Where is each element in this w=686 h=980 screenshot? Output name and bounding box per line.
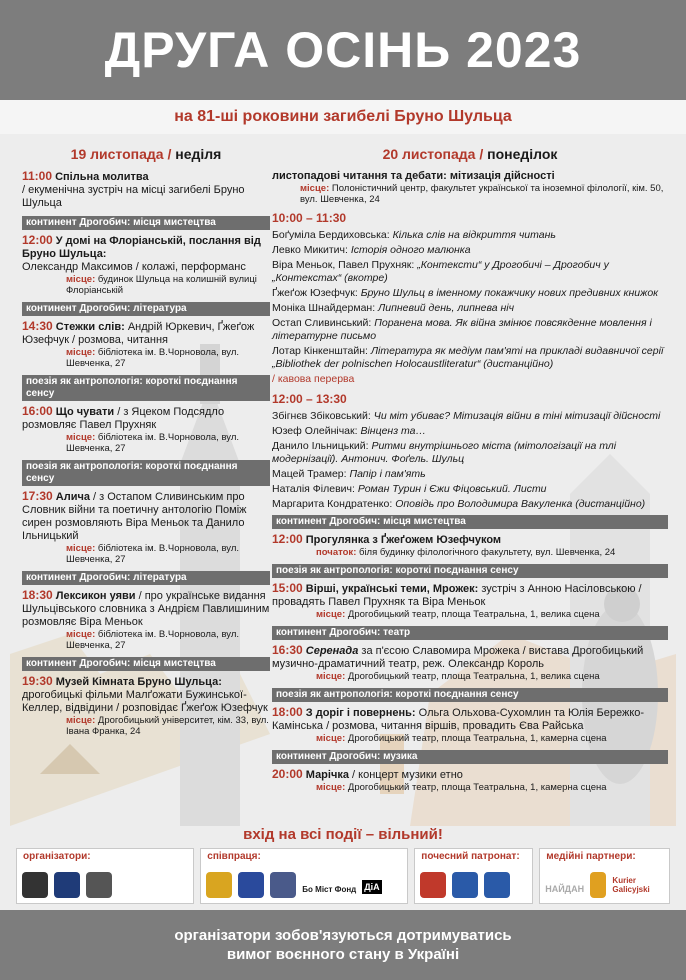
footer-notice: організатори зобов'язуються дотримуватись вимог воєнного стану в Україні: [0, 910, 686, 980]
category-bar: поезія як антропологія: короткі поєднання сенсу: [272, 564, 668, 578]
day1-heading: 19 листопада / неділя: [70, 146, 222, 162]
coffee-break: / кавова перерва: [272, 373, 355, 385]
event: 19:30 Музей Кімната Бруно Шульца: дрогобицькі фільми Малґожати Бужинської-Келлер, відвідини / розповідає Ґжеґож Юзефчук місце: Дрогобицький університет, кім. 33, вул. Івана Франка, 24: [22, 674, 269, 737]
time-slot: 10:00 – 11:30: [272, 211, 347, 225]
program-area: [10, 134, 676, 826]
talk-row: Віра Меньок, Павел Прухняк: „Контексти“ у Дрогобичі – Дрогобич у „Контекстах“ (вкотре): [272, 259, 609, 284]
kurier-logo: Kurier Galicyjski: [612, 876, 650, 894]
coat-of-arms-logo: [206, 872, 232, 898]
organizer-logo: [22, 872, 48, 898]
organizers-group: організатори:: [16, 848, 194, 904]
coat-of-arms-logo: [238, 872, 264, 898]
talk-row: Остап Сливинський: Поранена мова. Як війна змінює повсякденне мовлення і літературне письмо: [272, 317, 652, 342]
category-bar: континент Дрогобич: театр: [272, 626, 668, 640]
talk-row: Збігнєв Збіковський: Чи міт убиває? Мітизація війни в тіні мітизації дійсності: [272, 410, 661, 422]
event: 16:00 Що чувати / з Яцеком Подсядло розмовляє Павел Прухняк місце: бібліотека ім. В.Чорновола, вул. Шевченка, 27: [22, 404, 240, 454]
organizer-logo: [54, 872, 80, 898]
event: листопадові читання та дебати: мітизація дійсності місце: Полоністичний центр, факультет української та іноземної філології, кім. 50, вул. Шевченка, 24: [272, 170, 664, 205]
category-bar: континент Дрогобич: музика: [272, 750, 668, 764]
poster-title: ДРУГА ОСІНЬ 2023: [104, 22, 582, 78]
event: 18:30 Лексикон уяви / про українське видання Шульцівського словника з Андрієм Павлишиним розмовляє Віра Меньок місце: бібліотека ім. В.Чорновола, вул. Шевченка, 27: [22, 588, 270, 651]
media-group: медійні партнери: НАЙДАН Kurier Galicyjski: [539, 848, 670, 904]
category-bar: поезія як антропологія: короткі поєднання сенсу: [272, 688, 668, 702]
time-slot: 12:00 – 13:30: [272, 392, 347, 406]
dia-logo: ДіА: [364, 882, 380, 892]
partners-strip: [16, 848, 670, 908]
radio-logo: [590, 872, 606, 898]
poster-header: [0, 0, 686, 100]
event: 12:00 У домі на Флоріанській, послання від Бруно Шульца: Олександр Максимов / колажі, перформанс місце: будинок Шульца на колишній вулиці Флоріанській: [22, 233, 261, 296]
event: 15:00 Вірші, українські теми, Мрожек: зустріч з Анною Насіловською / провадять Павел Прухняк та Віра Меньок місце: Дрогобицький театр, площа Театральна, 1, велика сцена: [272, 581, 642, 620]
patronage-group: почесний патронат:: [414, 848, 533, 904]
talk-row: Моніка Шнайдерман: Липневий день, липнева ніч: [272, 302, 515, 314]
event: 17:30 Алича / з Остапом Сливинським про Словник війни та поетичну антологію Поміж сирен розмовляють Віра Меньок та Данило Ільницький місце: бібліотека ім. В.Чорновола, вул. Шевченка, 27: [22, 489, 247, 565]
talk-row: Левко Микитич: Історія одного малюнка: [272, 244, 471, 256]
naidan-logo: НАЙДАН: [545, 884, 585, 894]
talk-row: Лотар Кінкенштайн: Література як медіум пам'яті на прикладі видавничої серії „Bibliothek der polnischen Holocaustliteratur“ (дистанційно): [272, 345, 664, 370]
talk-row: Боґуміла Бердиховська: Кілька слів на відкриття читань: [272, 229, 556, 241]
event: 16:30 Серенада за п'єсою Славомира Мрожека / вистава Дрогобицький музично-драматичний театр, реж. Олександр Король місце: Дрогобицький театр, площа Театральна, 1, велика сцена: [272, 643, 644, 682]
talk-row: Данило Ільницький: Ритми внутрішнього міста (мітологізації на тлі модернізації). Антонич. Фоґель. Шульц: [272, 440, 617, 465]
talk-row: Ґжеґож Юзефчук: Бруно Шульц в іменному покажчику нових предивних книжок: [272, 287, 659, 299]
patron-logo: [484, 872, 510, 898]
category-bar: поезія як антропологія: короткі поєднання сенсу: [22, 375, 270, 401]
free-entry-banner: вхід на всі події – вільний!: [243, 826, 443, 843]
category-bar: континент Дрогобич: місця мистецтва: [22, 657, 270, 671]
event: 12:00 Прогулянка з Ґжеґожем Юзефчуком початок: біля будинку філологічного факультету, вул. Шевченка, 24: [272, 532, 616, 558]
patron-logo: [452, 872, 478, 898]
university-logo: [270, 872, 296, 898]
poster-subtitle: на 81-ші роковини загибелі Бруно Шульца: [0, 100, 686, 134]
event: 20:00 Марічка / концерт музики етно місце: Дрогобицький театр, площа Театральна, 1, камерна сцена: [272, 767, 607, 793]
day1-column: [22, 144, 270, 743]
event: 18:00 З доріг і повернень: Ольга Ольхова-Сухомлин та Юлія Бережко-Камінська / розмова, читання віршів, провадить Єва Райська місце: Дрогобицький театр, площа Театральна, 1, камерна сцена: [272, 705, 645, 744]
organizer-logo: [86, 872, 112, 898]
talk-row: Маргарита Кондратенко: Оповідь про Володимира Вакуленка (дистанційно): [272, 498, 646, 510]
talk-row: Юзеф Олейнічак: Вінценз та…: [272, 425, 426, 437]
cooperation-group: співпраця: Бо Міст Фонд ДіА: [200, 848, 408, 904]
event: 14:30 Стежки слів: Андрій Юркевич, Ґжеґож Юзефчук / розмова, читання місце: бібліотека ім. В.Чорновола, вул. Шевченка, 27: [22, 319, 255, 369]
foundation-logo: Бо Міст Фонд: [302, 885, 357, 894]
event: 11:00 Спільна молитва / екуменічна зустріч на місці загибелі Бруно Шульца: [22, 169, 245, 209]
talk-row: Мацей Трамер: Папір і пам'ять: [272, 468, 426, 480]
category-bar: континент Дрогобич: місця мистецтва: [272, 515, 668, 529]
day2-heading: 20 листопада / понеділок: [382, 146, 558, 162]
category-bar: континент Дрогобич: місця мистецтва: [22, 216, 270, 230]
category-bar: поезія як антропологія: короткі поєднання сенсу: [22, 460, 270, 486]
talk-row: Наталія Філевич: Роман Турин і Єжи Фіцовський. Листи: [272, 483, 547, 495]
category-bar: континент Дрогобич: література: [22, 302, 270, 316]
day2-column: [272, 144, 668, 799]
patron-logo: [420, 872, 446, 898]
category-bar: континент Дрогобич: література: [22, 571, 270, 585]
